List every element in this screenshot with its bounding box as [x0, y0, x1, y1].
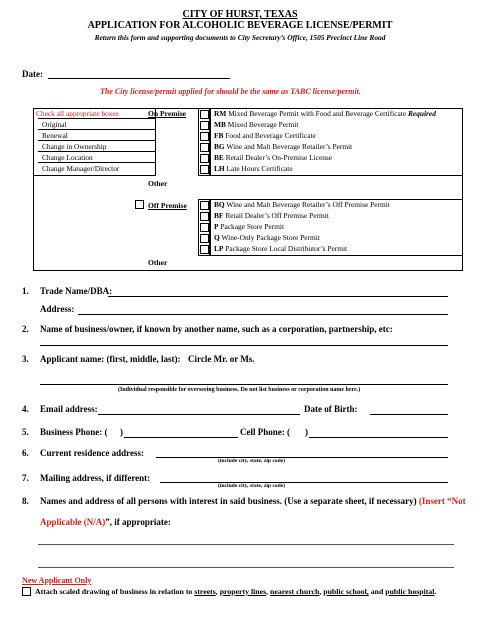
permit-bf: BF Retail Dealer’s Off Premise Permit	[214, 211, 329, 220]
permit-rm: RM Mixed Beverage Permit with Food and Beverage Certificate Required	[214, 109, 436, 118]
q6-number: 6.	[22, 448, 29, 458]
q5-label: Business Phone: (	[40, 427, 108, 437]
permit-be: BE Retail Dealer’s On-Premise License	[214, 153, 333, 162]
permit-fb: FB Food and Beverage Certificate	[214, 131, 316, 140]
city-heading: CITY OF HURST, TEXAS	[182, 9, 298, 20]
checkbox-bq[interactable]	[200, 201, 209, 210]
permit-lp: LP Package Store Local Distributor’s Permit	[214, 244, 348, 253]
checkbox-off-premise[interactable]	[135, 200, 144, 209]
interested-persons-line-1[interactable]	[38, 544, 454, 545]
q6-label: Current residence address:	[40, 448, 144, 458]
checkbox-rm[interactable]	[200, 110, 209, 119]
residence-address-field[interactable]	[156, 457, 448, 458]
check-change-manager[interactable]: Change Manager/Director	[42, 164, 120, 173]
permit-bq: BQ Wine and Malt Beverage Retailer’s Off Premise Permit	[214, 200, 390, 209]
mailing-address-field[interactable]	[160, 482, 448, 483]
check-change-location[interactable]: Change Location	[38, 152, 156, 163]
cell-phone-field[interactable]	[309, 437, 448, 438]
q5-number: 5.	[22, 427, 29, 437]
checkbox-fb[interactable]	[200, 132, 209, 141]
dob-field[interactable]	[370, 414, 448, 415]
business-phone-field[interactable]	[124, 437, 238, 438]
checkbox-bg[interactable]	[200, 143, 209, 152]
applicant-name-field[interactable]	[40, 384, 448, 385]
off-premise-label: Off Premise	[148, 201, 187, 210]
q3-note: (Individual responsible for overseeing business. Do not list business or corporation name here.)	[118, 387, 361, 393]
permit-bg: BG Wine and Malt Beverage Retailer’s Permit	[214, 142, 353, 151]
form-subtitle: Return this form and supporting documents to City Secretary’s Office, 1505 Precinct Line Road	[94, 33, 386, 42]
q7-label: Mailing address, if different:	[40, 473, 151, 483]
on-premise-other-label: Other	[148, 179, 168, 188]
q8-label: Names and address of all persons with interest in said business. (Use a separate sheet, if necessary) (Insert “Not	[40, 496, 466, 506]
q3-label: Applicant name: (first, middle, last):	[40, 354, 181, 364]
address-field[interactable]	[78, 314, 448, 315]
check-renewal[interactable]: Renewal	[38, 130, 156, 141]
new-applicant-heading: New Applicant Only	[22, 576, 92, 585]
q7-note: (include city, state, zip code)	[218, 483, 286, 489]
q4-number: 4.	[22, 404, 29, 414]
date-label: Date:	[22, 69, 43, 79]
form-title: APPLICATION FOR ALCOHOLIC BEVERAGE LICENSE/PERMIT	[87, 20, 393, 31]
q5-paren: )	[120, 427, 123, 437]
off-premise-other-label: Other	[148, 258, 168, 267]
dob-label: Date of Birth:	[304, 404, 358, 414]
q3-number: 3.	[22, 354, 29, 364]
q2-label: Name of business/owner, if known by another name, such as a corporation, partnership, etc:	[40, 324, 393, 334]
permit-mb: MB Mixed Beverage Permit	[214, 120, 299, 129]
date-field[interactable]	[48, 78, 230, 79]
check-original[interactable]: Original	[38, 119, 156, 130]
q1-label: Trade Name/DBA:	[40, 286, 113, 296]
scaled-drawing-text: Attach scaled drawing of business in relation to streets, property lines, nearest church, public school, and public hospital.	[35, 587, 437, 596]
permit-p: P Package Store Permit	[214, 222, 285, 231]
on-premise-label: On Premise	[148, 109, 187, 118]
checkbox-lp[interactable]	[200, 245, 209, 254]
q4-label: Email address:	[40, 404, 98, 414]
checkbox-q[interactable]	[200, 234, 209, 243]
q1-number: 1.	[22, 286, 29, 296]
checkbox-lh[interactable]	[200, 165, 209, 174]
permit-q: Q Wine-Only Package Store Permit	[214, 233, 320, 242]
trade-name-field[interactable]	[108, 296, 448, 297]
q2-number: 2.	[22, 324, 29, 334]
tabc-notice: The City license/permit applied for should be the same as TABC license/permit.	[100, 87, 361, 96]
business-owner-field[interactable]	[40, 345, 448, 346]
cell-phone-label: Cell Phone: (	[240, 427, 290, 437]
interested-persons-line-2[interactable]	[38, 567, 454, 568]
q7-number: 7.	[22, 473, 29, 483]
checkbox-be[interactable]	[200, 154, 209, 163]
email-field[interactable]	[98, 414, 300, 415]
address-label: Address:	[40, 304, 75, 314]
checkbox-bf[interactable]	[200, 212, 209, 221]
checkbox-mb[interactable]	[200, 121, 209, 130]
checklist-heading: Check all appropriate boxes	[36, 109, 119, 118]
checkbox-p[interactable]	[200, 223, 209, 232]
cell-paren: )	[305, 427, 308, 437]
q8-label-cont: Applicable (N/A)”, if appropriate:	[40, 517, 171, 527]
q6-note: (include city, state, zip code)	[218, 458, 286, 464]
check-change-ownership[interactable]: Change in Ownership	[38, 141, 156, 152]
checkbox-scaled-drawing[interactable]	[22, 587, 31, 596]
q8-number: 8.	[22, 496, 29, 506]
permit-lh: LH Late Hours Certificate	[214, 164, 293, 173]
circle-title: Circle Mr. or Ms.	[188, 354, 255, 364]
